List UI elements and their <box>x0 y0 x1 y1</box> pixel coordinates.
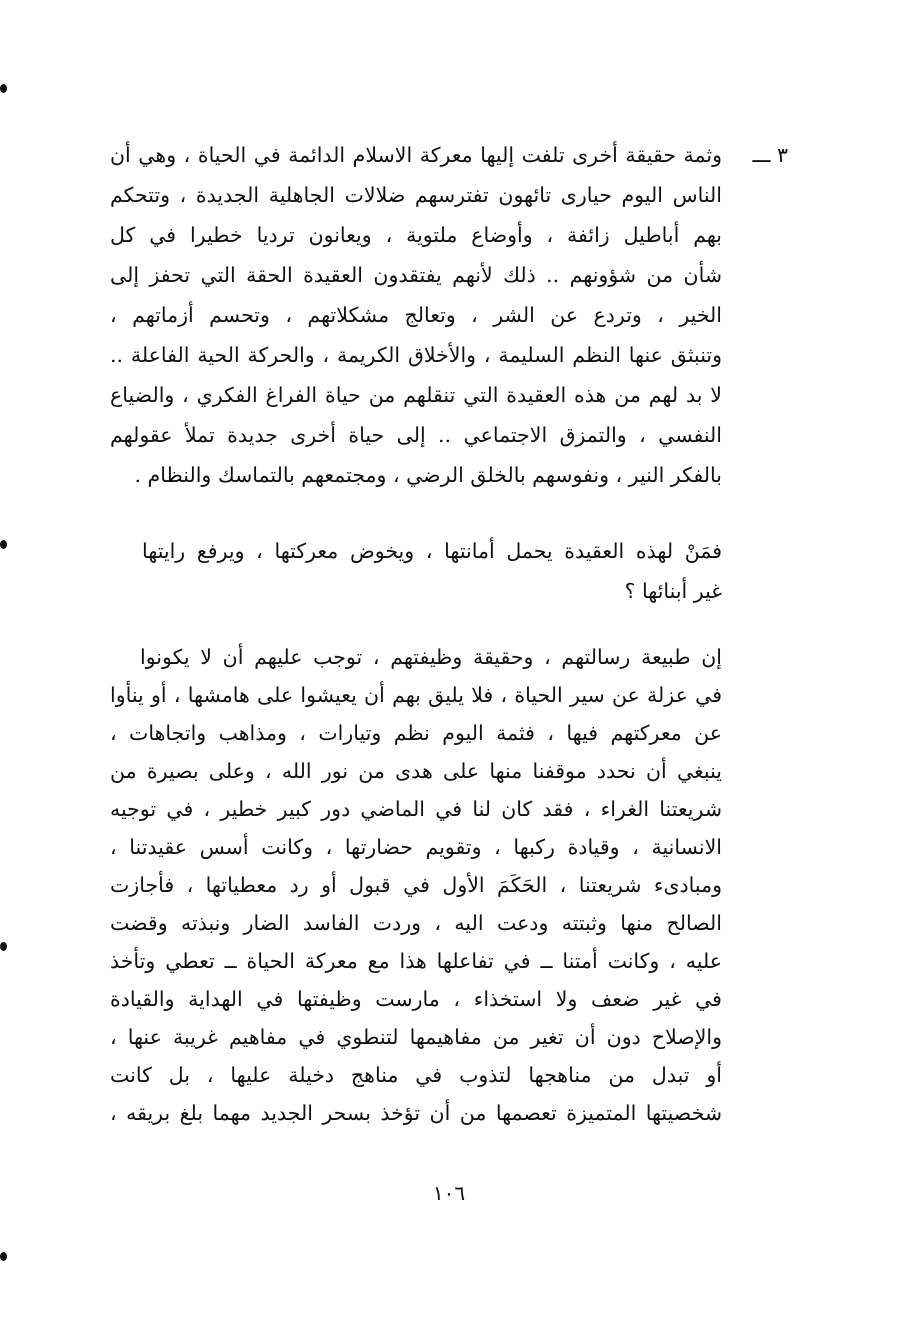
text-line: شأن من شؤونهم .. ذلك لأنهم يفتقدون العقيدة الحقة التي تحفز إلى <box>110 263 722 287</box>
text-line: وثمة حقيقة أخرى تلفت إليها معركة الاسلام الدائمة في الحياة ، وهي أن <box>110 143 722 167</box>
text-line: عن معركتهم فيها ، فثمة اليوم نظم وتيارات ، ومذاهب واتجاهات ، <box>110 721 722 745</box>
text-line: في عزلة عن سير الحياة ، فلا يليق بهم أن يعيشوا على هامشها ، أو ينأوا <box>110 683 722 707</box>
scan-mark <box>0 84 7 93</box>
text-line: فمَنْ لهذه العقيدة يحمل أمانتها ، ويخوض معركتها ، ويرفع رايتها <box>142 539 722 563</box>
text-line: شخصيتها المتميزة تعصمها من أن تؤخذ بسحر الجديد مهما بلغ بريقه ، <box>110 1101 722 1125</box>
text-line: لا بد لهم من هذه العقيدة التي تنقلهم من حياة الفراغ الفكري ، والضياع <box>110 383 722 407</box>
text-line: النفسي ، والتمزق الاجتماعي .. إلى حياة أخرى جديدة تملأ عقولهم <box>110 423 722 447</box>
scan-mark <box>0 942 7 951</box>
text-line: في غير ضعف ولا استخذاء ، مارست وظيفتها في الهداية والقيادة <box>110 987 722 1011</box>
text-line: وتنبثق عنها النظم السليمة ، والأخلاق الكريمة ، والحركة الحية الفاعلة .. <box>110 343 722 367</box>
scan-mark <box>0 540 7 549</box>
text-line: والإصلاح دون أن تغير من مفاهيمها لتنطوي في مفاهيم غريبة عنها ، <box>110 1025 722 1049</box>
text-line: الصالح منها وثبتته ودعت اليه ، وردت الفاسد الضار ونبذته وقضت <box>110 911 722 935</box>
text-line: الخير ، وتردع عن الشر ، وتعالج مشكلاتهم ، وتحسم أزماتهم ، <box>110 303 722 327</box>
text-line: شريعتنا الغراء ، فقد كان لنا في الماضي دور كبير خطير ، في توجيه <box>110 797 722 821</box>
text-line: ومبادىء شريعتنا ، الحَكَمَ الأول في قبول أو رد معطياتها ، فأجازت <box>110 873 722 897</box>
text-line: الانسانية ، وقيادة ركبها ، وتقويم حضارتها ، وكانت أسس عقيدتنا ، <box>110 835 722 859</box>
text-line: بهم أباطيل زائفة ، وأوضاع ملتوية ، ويعانون ترديا خطيرا في كل <box>110 223 722 247</box>
text-line: إن طبيعة رسالتهم ، وحقيقة وظيفتهم ، توجب عليهم أن لا يكونوا <box>140 645 722 669</box>
text-line: عليه ، وكانت أمتنا ــ في تفاعلها هذا مع معركة الحياة ــ تعطي وتأخذ <box>110 949 722 973</box>
page-number: ١٠٦ <box>432 1181 466 1205</box>
text-line: الناس اليوم حيارى تائهون تفترسهم ضلالات الجاهلية الجديدة ، وتتحكم <box>110 183 722 207</box>
scan-mark <box>0 1252 7 1261</box>
text-line: غير أبنائها ؟ <box>624 579 722 603</box>
text-line: بالفكر النير ، ونفوسهم بالخلق الرضي ، ومجتمعهم بالتماسك والنظام . <box>134 463 722 487</box>
item-number: ٣ ـــ <box>752 143 788 167</box>
text-line: ينبغي أن نحدد موقفنا منها على هدى من نور الله ، وعلى بصيرة من <box>110 759 722 783</box>
text-line: أو تبدل من مناهجها لتذوب في مناهج دخيلة عليها ، بل كانت <box>110 1063 722 1087</box>
